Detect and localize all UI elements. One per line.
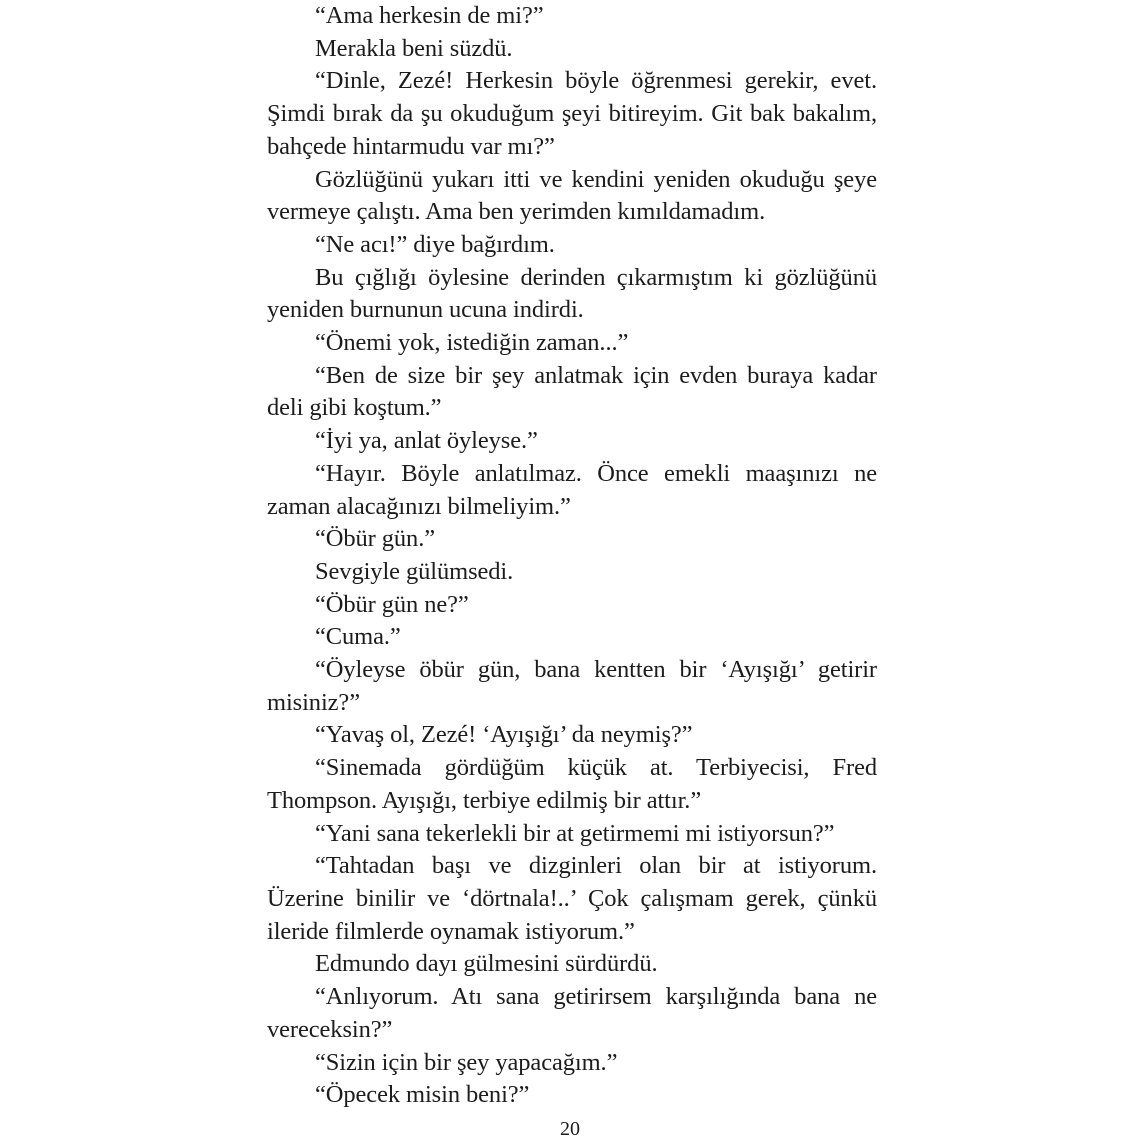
paragraph-23: “Öpecek misin beni?” [315,1081,530,1109]
paragraph-2: Merakla beni süzdü. [315,34,513,62]
paragraph-19: “Tahtadan başı ve dizginleri olan bir at istiyorum. Üzerine binilir ve ‘dörtnala!..’ Çok çalışmam gerek, çünkü ileride filmlerde oynamak istiyorum.” [267,852,877,945]
paragraph-6: Bu çığlığı öylesine derinden çıkarmıştım ki gözlüğünü yeniden burnunun ucuna indirdi. [267,263,877,324]
paragraph-8: “Ben de size bir şey anlatmak için evden buraya kadar deli gibi koştum.” [267,361,877,422]
paragraph-16: “Yavaş ol, Zezé! ‘Ayışığı’ da neymiş?” [315,721,693,749]
paragraph-7: “Önemi yok, istediğin zaman...” [315,329,629,357]
paragraph-13: “Öbür gün ne?” [315,590,469,618]
paragraph-20: Edmundo dayı gülmesini sürdürdü. [315,950,658,978]
paragraph-9: “İyi ya, anlat öyleyse.” [315,427,538,455]
paragraph-18: “Yani sana tekerlekli bir at getirmemi mi istiyorsun?” [315,819,835,847]
paragraph-5: “Ne acı!” diye bağırdım. [315,230,555,258]
paragraph-4: Gözlüğünü yukarı itti ve kendini yeniden okuduğu şeye vermeye çalıştı. Ama ben yerimden kımıldamadım. [267,165,877,226]
paragraph-21: “Anlıyorum. Atı sana getirirsem karşılığında bana ne vereceksin?” [267,983,877,1043]
paragraph-12: Sevgiyle gülümsedi. [315,557,514,585]
paragraph-14: “Cuma.” [315,623,401,651]
body-text [267,0,877,1112]
paragraph-1: “Ama herkesin de mi?” [315,2,544,29]
page-number: 20 [560,1118,580,1140]
paragraph-11: “Öbür gün.” [315,525,436,553]
paragraph-17: “Sinemada gördüğüm küçük at. Terbiyecisi, Fred Thompson. Ayışığı, terbiye edilmiş bir attır.” [267,754,877,814]
paragraph-10: “Hayır. Böyle anlatılmaz. Önce emekli maaşınızı ne zaman alacağınızı bilmeliyim.” [267,459,877,520]
paragraph-3: “Dinle, Zezé! Herkesin böyle öğrenmesi gerekir, evet. Şimdi bırak da şu okuduğum şeyi bitireyim. Git bak bakalım, bahçede hintarmudu var mı?” [267,67,877,160]
paragraph-15: “Öyleyse öbür gün, bana kentten bir ‘Ayışığı’ getirir misiniz?” [267,656,877,716]
paragraph-22: “Sizin için bir şey yapacağım.” [315,1048,618,1076]
